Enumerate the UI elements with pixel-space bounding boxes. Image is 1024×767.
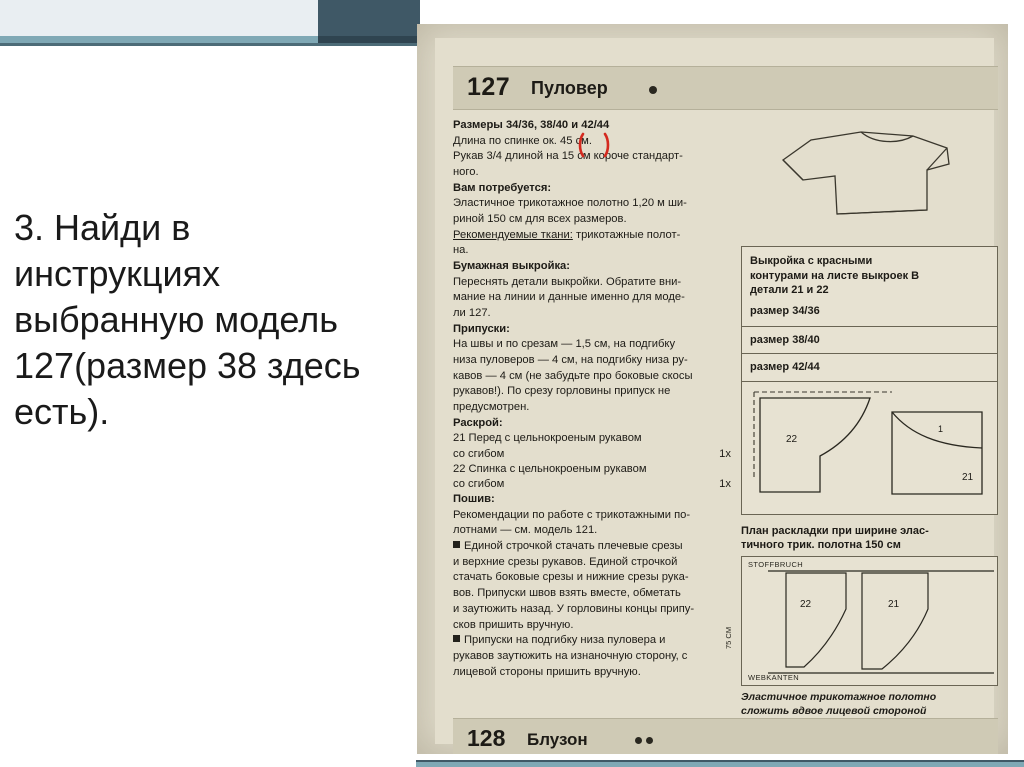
scan-page bbox=[435, 38, 994, 751]
layout-shapes-icon bbox=[742, 557, 997, 685]
instructions-column bbox=[453, 118, 731, 680]
pullover-sketch-icon bbox=[741, 118, 998, 238]
sleeve-line-2: ного. bbox=[453, 166, 479, 179]
sew-b1-l3: стачать боковые срезы и нижние срезы рука- bbox=[453, 571, 689, 584]
cut-item-22-qty: 1х bbox=[719, 478, 731, 491]
layout-title-line-1: План раскладки при ширине элас- bbox=[741, 524, 929, 537]
pattern-size-row-2 bbox=[741, 327, 998, 355]
fabric-rest-2: на. bbox=[453, 244, 469, 257]
bullet-square-icon-2 bbox=[453, 635, 460, 642]
pattern-pieces-icon bbox=[742, 382, 997, 512]
cut-item-21: 21 Перед с цельнокроеным рукавом bbox=[453, 432, 642, 445]
sew-b1-l2: и верхние срезы рукавов. Единой строчкой bbox=[453, 555, 678, 568]
sew-b1-l5: и заутюжить назад. У горловины концы припу- bbox=[453, 602, 695, 615]
sew-line-2: лотнами — см. модель 121. bbox=[453, 524, 598, 537]
allowance-line-5: предусмотрен. bbox=[453, 401, 530, 414]
paper-line-1: Переснять детали выкройки. Обратите вни- bbox=[453, 275, 682, 288]
decor-corner-block bbox=[318, 0, 420, 36]
length-line: Длина по спинке ок. 45 см. bbox=[453, 134, 592, 147]
pattern-info-line-2: контурами на листе выкроек В bbox=[750, 269, 920, 282]
pattern-size-row-3 bbox=[741, 354, 998, 382]
need-line-1: Эластичное трикотажное полотно 1,20 м ши- bbox=[453, 197, 687, 210]
model-name: Пуловер bbox=[531, 78, 608, 98]
sew-b2-l1: Припуски на подгибку низа пуловера и bbox=[464, 634, 666, 647]
layout-caption-line-2: сложить вдвое лицевой стороной bbox=[741, 704, 927, 717]
decor-bottom-rule bbox=[416, 762, 1024, 767]
model-number: 127 bbox=[467, 73, 511, 101]
layout-plan-diagram bbox=[724, 556, 998, 686]
bullet-square-icon bbox=[453, 541, 460, 548]
layout-top-label: STOFFBRUCH bbox=[748, 560, 804, 570]
sleeve-line-1: Рукав 3/4 длиной на 15 см короче стандарт- bbox=[453, 150, 683, 163]
next-model-name: Блузон bbox=[527, 730, 588, 749]
layout-bottom-label: WEBKANTEN bbox=[748, 673, 800, 683]
pattern-size-2: размер 38/40 bbox=[750, 333, 820, 346]
paper-line-3: ли 127. bbox=[453, 307, 491, 320]
pattern-size-3: размер 42/44 bbox=[750, 361, 820, 374]
svg-text:21: 21 bbox=[888, 599, 900, 611]
garment-sketch bbox=[741, 118, 998, 238]
svg-text:22: 22 bbox=[786, 433, 798, 445]
pattern-info-line-1: Выкройка с красными bbox=[750, 255, 873, 267]
difficulty-dot-icon bbox=[649, 86, 657, 94]
allowance-title: Припуски: bbox=[453, 322, 510, 335]
fabric-label: Рекомендуемые ткани: bbox=[453, 228, 573, 241]
pattern-info-box bbox=[741, 246, 998, 327]
decor-corner-rule bbox=[318, 36, 420, 43]
model-header-128 bbox=[453, 718, 998, 754]
layout-caption-line-1: Эластичное трикотажное полотно bbox=[741, 691, 937, 704]
allowance-line-4: рукавов!). По срезу горловины припуск не bbox=[453, 385, 671, 398]
allowance-line-2: низа пуловеров — 4 см, на подгибку низа ру- bbox=[453, 354, 688, 367]
difficulty-dots-icon bbox=[635, 737, 653, 744]
slide-caption: 3. Найди в инструкциях выбранную модель 127(размер 38 здесь есть). bbox=[14, 207, 361, 433]
sew-b1-l4: вов. Припуски швов взять вместе, обметать bbox=[453, 587, 681, 600]
layout-plan-title bbox=[741, 524, 998, 553]
svg-text:21: 21 bbox=[962, 471, 974, 483]
magazine-scan-image bbox=[417, 24, 1008, 754]
pattern-size-1: размер 34/36 bbox=[750, 304, 820, 317]
svg-text:22: 22 bbox=[800, 599, 812, 611]
need-title: Вам потребуется: bbox=[453, 181, 552, 194]
cut-item-21-qty: 1х bbox=[719, 448, 731, 461]
decor-bottom-rule-2 bbox=[416, 760, 1024, 762]
fabric-rest: трикотажные полот- bbox=[572, 228, 681, 241]
decor-top-rule-2 bbox=[0, 43, 420, 46]
pattern-pieces-diagram bbox=[741, 382, 998, 515]
svg-text:1: 1 bbox=[938, 423, 944, 434]
sew-b1-l6: сков пришить вручную. bbox=[453, 618, 574, 631]
model-header-127 bbox=[453, 66, 998, 110]
allowance-line-3: кавов — 4 см (не забудьте про боковые скосы bbox=[453, 369, 693, 382]
layout-title-line-2: тичного трик. полотна 150 см bbox=[741, 539, 901, 552]
pattern-info-line-3: детали 21 и 22 bbox=[750, 284, 829, 297]
sew-line-1: Рекомендации по работе с трикотажными по- bbox=[453, 508, 691, 521]
sew-title: Пошив: bbox=[453, 493, 495, 506]
sew-b2-l2: рукавов заутюжить на изнаночную сторону, с bbox=[453, 649, 688, 662]
paper-pattern-title: Бумажная выкройка: bbox=[453, 260, 570, 273]
cut-item-22-line2: со сгибом bbox=[453, 478, 505, 491]
sizes-line: Размеры 34/36, 38/40 и 42/44 bbox=[453, 119, 610, 131]
need-line-2: риной 150 см для всех размеров. bbox=[453, 213, 627, 226]
paper-line-2: мание на линии и данные именно для моде- bbox=[453, 291, 685, 304]
sew-b2-l3: лицевой стороны пришить вручную. bbox=[453, 665, 641, 678]
next-model-number: 128 bbox=[467, 725, 506, 751]
layout-side-label: 75 CM bbox=[724, 627, 733, 650]
allowance-line-1: На швы и по срезам — 1,5 см, на подгибку bbox=[453, 338, 676, 351]
sew-b1-l1: Единой строчкой стачать плечевые срезы bbox=[464, 540, 683, 553]
cut-item-22: 22 Спинка с цельнокроеным рукавом bbox=[453, 462, 647, 475]
cut-item-21-line2: со сгибом bbox=[453, 448, 505, 461]
cut-title: Раскрой: bbox=[453, 416, 503, 429]
